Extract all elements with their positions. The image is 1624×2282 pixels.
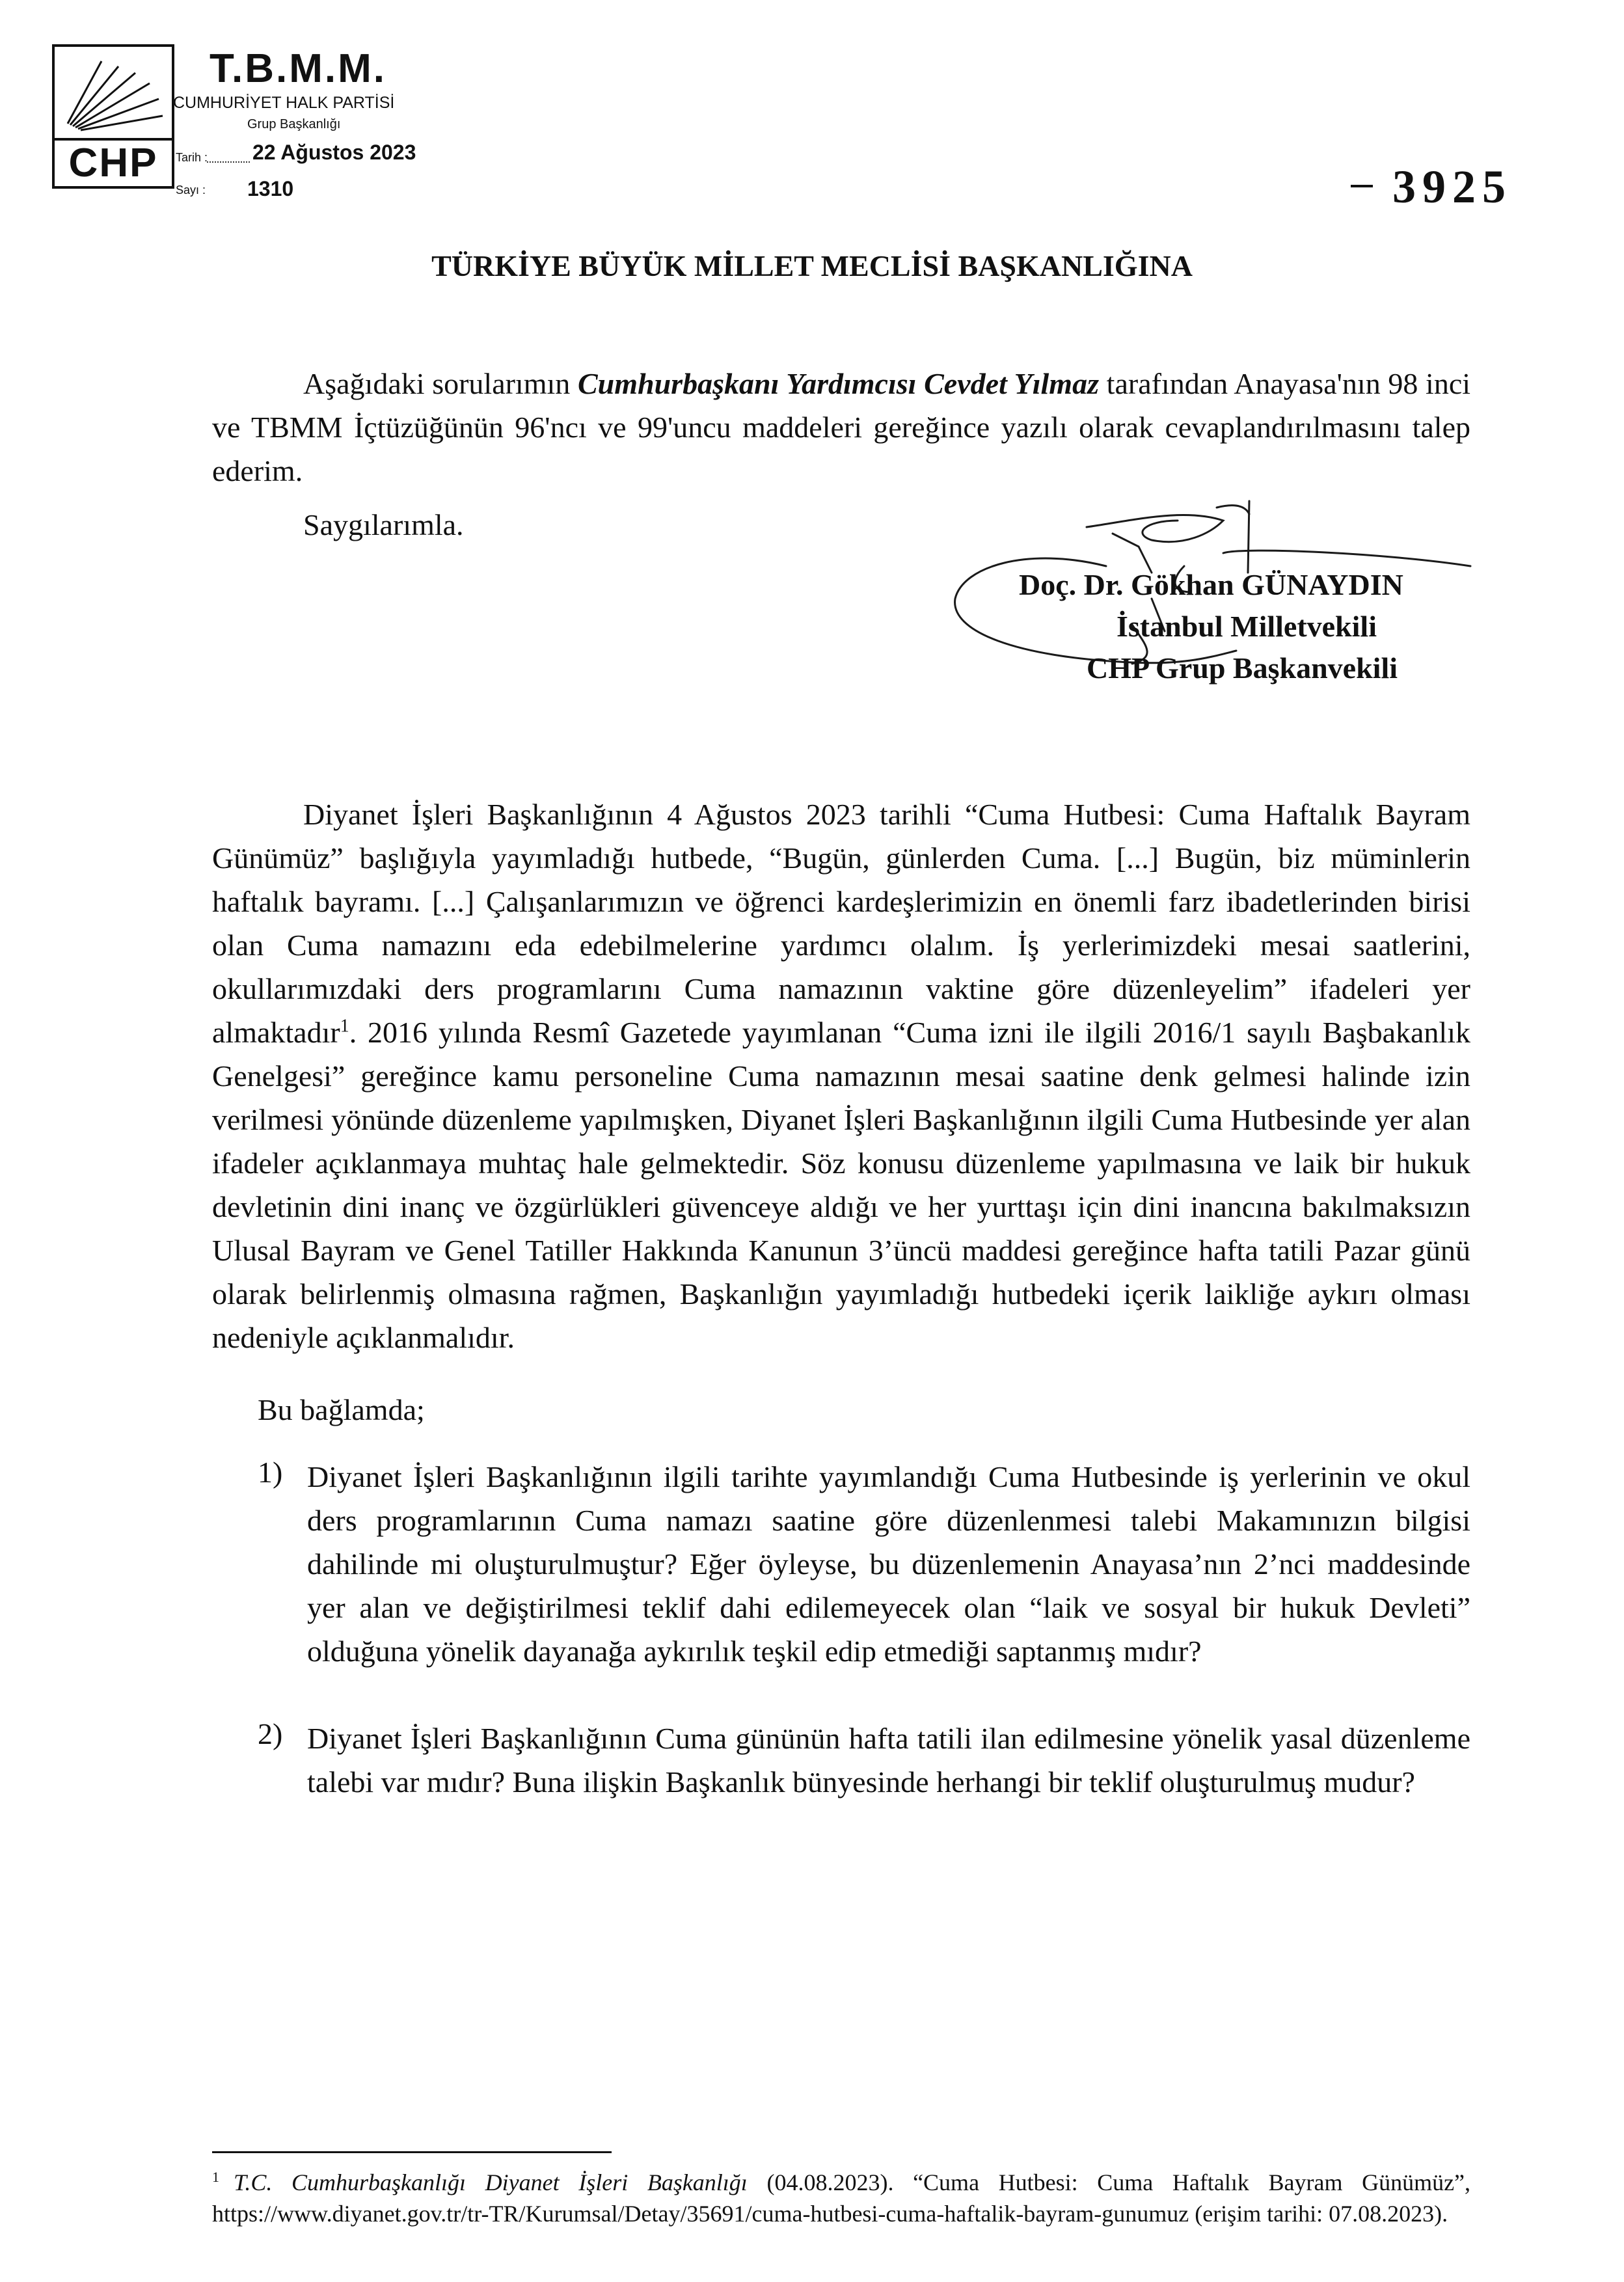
signer-role: İstanbul Milletvekili bbox=[1116, 610, 1377, 643]
stamp-number-label: Sayı : bbox=[176, 183, 206, 197]
question-text: Diyanet İşleri Başkanlığının ilgili tarihte yayımlandığı Cuma Hutbesinde iş yerlerinin ve okul ders programlarının Cuma namazı saatine göre düzenlenmesi talebi Makamınızın bilgisi dahilinde mi oluşturulmuştur? Eğer öyleyse, bu düzenlemenin Anayasa’nın 2’nci maddesinde yer alan ve değiştirilmesi teklif dahi edilemeyecek olan “laik ve sosyal bir hukuk Devleti” olduğuna yönelik dayanağa aykırılık teşkil edip etmediği saptanmış mıdır? bbox=[307, 1460, 1470, 1668]
footnote-text: (04.08.2023). “Cuma Hutbesi: Cuma Haftalık Bayram Günümüz”, https://www.diyanet.gov.tr/tr-TR/Kurumsal/Detay/35691/cuma-hutbesi-cuma-haftalik-bayram-gunumuz (erişim tarihi: 07.08.2023). bbox=[212, 2169, 1471, 2227]
question-number: 1) bbox=[258, 1456, 283, 1489]
stamp-number-value: 1310 bbox=[247, 177, 294, 200]
main-paragraph-part1: Diyanet İşleri Başkanlığının 4 Ağustos 2023 tarihli “Cuma Hutbesi: Cuma Haftalık Bayram Günümüz” başlığıyla yayımladığı hutbede, “Bugün, günlerden Cuma. [...] Bugün, biz müminlerin haftalık bayramı. [...] Çalışanlarımızın ve öğrenci kardeşlerimizin en önemli farz ibadetlerinden birisi olan Cuma namazını eda edebilmelerine yardımcı olalım. İş yerlerimizdeki mesai saatlerini, okullarımızdaki ders programlarını Cuma namazının vaktine göre düzenleyelim” ifadeleri yer almaktadır bbox=[212, 798, 1470, 1049]
signer-name: Doç. Dr. Gökhan GÜNAYDIN bbox=[1019, 568, 1403, 601]
stamp-date-dots bbox=[207, 161, 250, 163]
stamp-date-value: 22 Ağustos 2023 bbox=[252, 141, 416, 164]
salutation: Saygılarımla. bbox=[303, 508, 464, 541]
registration-mark bbox=[1351, 185, 1373, 187]
stamp-org: T.B.M.M. bbox=[210, 46, 386, 91]
stamp-party: CUMHURİYET HALK PARTİSİ bbox=[173, 94, 395, 112]
footnote-reference[interactable]: 1 bbox=[340, 1016, 349, 1037]
registration-number: 3925 bbox=[1392, 161, 1512, 213]
main-paragraph-part2: . 2016 yılında Resmî Gazetede yayımlanan “Cuma izni ile ilgili 2016/1 sayılı Başbakanlık Genelgesi” gereğince kamu personeline Cuma namazının mesai saatine denk gelmesi halinde izin verilmesi yönünde düzenleme yapılmışken, Diyanet İşleri Başkanlığının ilgili Cuma Hutbesinde yer alan ifadeler açıklanmaya muhtaç hale gelmektedir. Söz konusu düzenleme yapılmasına ve laik bir hukuk devletinin dini inanç ve özgürlükleri güvenceye aldığı ve her yurttaşı için dini inancına bakılmaksızın Ulusal Bayram ve Genel Tatiller Hakkında Kanunun 3’üncü maddesi gereğince hafta tatili Pazar günü olarak belirlenmiş olmasına rağmen, Başkanlığın yayımladığı hutbedeki içerik laikliğe aykırı olması nedeniyle açıklanmalıdır. bbox=[212, 1016, 1470, 1354]
request-text-after: tarafından Anayasa'nın 98 inci ve TBMM İçtüzüğünün 96'ncı ve 99'uncu maddeleri gereğince yazılı olarak cevaplandırılmasını talep ederim. bbox=[212, 367, 1471, 487]
main-paragraph bbox=[212, 793, 1470, 1359]
footnote-source: T.C. Cumhurbaşkanlığı Diyanet İşleri Başkanlığı bbox=[234, 2169, 748, 2195]
footnote bbox=[212, 2162, 1470, 2229]
footnote-rule bbox=[212, 2151, 612, 2153]
chp-stamp-box bbox=[52, 44, 174, 189]
document-heading: TÜRKİYE BÜYÜK MİLLET MECLİSİ BAŞKANLIĞINA bbox=[431, 249, 1193, 282]
stamp-date-label: Tarih : bbox=[176, 151, 208, 164]
footnote-mark: 1 bbox=[212, 2169, 219, 2185]
request-paragraph bbox=[212, 362, 1470, 493]
stamp-group: Grup Başkanlığı bbox=[247, 117, 341, 131]
context-intro: Bu bağlamda; bbox=[258, 1393, 425, 1426]
chp-arrows-logo-icon bbox=[55, 47, 172, 138]
request-text-before: Aşağıdaki sorularımın bbox=[303, 367, 571, 400]
question-text: Diyanet İşleri Başkanlığının Cuma gününün hafta tatili ilan edilmesine yönelik yasal düzenleme talebi var mıdır? Buna ilişkin Başkanlık bünyesinde herhangi bir teklif oluşturulmuş mudur? bbox=[307, 1722, 1470, 1799]
chp-logo-text: CHP bbox=[55, 138, 172, 186]
request-addressee: Cumhurbaşkanı Yardımcısı Cevdet Yılmaz bbox=[577, 367, 1099, 400]
question-number: 2) bbox=[258, 1717, 283, 1750]
signer-group: CHP Grup Başkanvekili bbox=[1087, 651, 1398, 685]
